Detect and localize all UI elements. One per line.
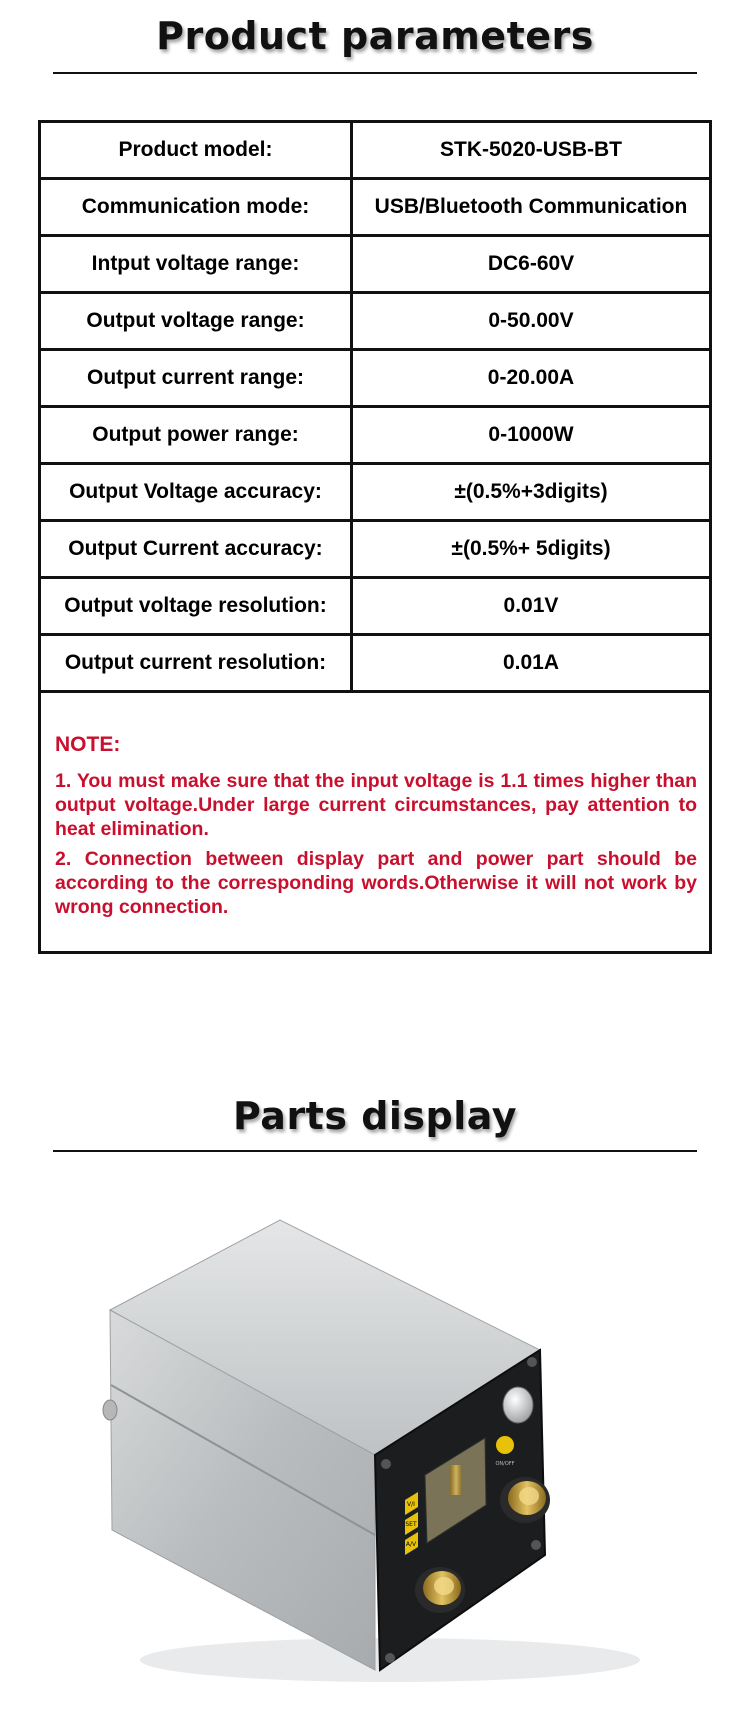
terminal-left bbox=[415, 1567, 465, 1613]
power-button-icon bbox=[496, 1436, 514, 1454]
panel-buttons bbox=[405, 1492, 418, 1555]
param-label: Intput voltage range: bbox=[41, 236, 352, 293]
param-value: ±(0.5%+ 5digits) bbox=[352, 521, 710, 578]
table-row bbox=[41, 236, 709, 293]
svg-text:A/V: A/V bbox=[405, 1541, 417, 1548]
note-block bbox=[55, 733, 697, 925]
table-row bbox=[41, 179, 709, 236]
section-title-parts: Parts display bbox=[232, 1094, 518, 1138]
svg-text:V/I: V/I bbox=[407, 1501, 415, 1508]
param-label: Output voltage resolution: bbox=[41, 578, 352, 635]
param-label: Product model: bbox=[41, 123, 352, 179]
param-value: USB/Bluetooth Communication bbox=[352, 179, 710, 236]
param-value: 0.01V bbox=[352, 578, 710, 635]
table-row bbox=[41, 578, 709, 635]
note-item: 1. You must make sure that the input voltage is 1.1 times higher than output voltage.Under large current circumstances, pay attention to heat elimination. bbox=[55, 770, 697, 840]
table-row bbox=[41, 293, 709, 350]
param-label: Output current resolution: bbox=[41, 635, 352, 692]
param-value: ±(0.5%+3digits) bbox=[352, 464, 710, 521]
parameters-table-box bbox=[38, 120, 712, 954]
svg-text:ON/OFF: ON/OFF bbox=[495, 1461, 515, 1467]
product-photo bbox=[100, 1200, 660, 1700]
param-value: 0-20.00A bbox=[352, 350, 710, 407]
terminal-right bbox=[500, 1477, 550, 1523]
param-value: STK-5020-USB-BT bbox=[352, 123, 710, 179]
title-underline bbox=[53, 1150, 697, 1152]
section-title-parameters: Product parameters bbox=[156, 14, 594, 58]
param-label: Output Current accuracy: bbox=[41, 521, 352, 578]
note-item: 2. Connection between display part and power part should be according to the corresponding words.Otherwise it will not work by wrong connection. bbox=[55, 848, 697, 918]
title-underline bbox=[53, 72, 697, 74]
rotary-knob bbox=[503, 1387, 533, 1423]
param-label: Output voltage range: bbox=[41, 293, 352, 350]
table-row bbox=[41, 464, 709, 521]
param-value: DC6-60V bbox=[352, 236, 710, 293]
table-row bbox=[41, 350, 709, 407]
param-value: 0.01A bbox=[352, 635, 710, 692]
param-label: Output current range: bbox=[41, 350, 352, 407]
table-row bbox=[41, 521, 709, 578]
parameters-table bbox=[41, 123, 709, 693]
param-label: Output Voltage accuracy: bbox=[41, 464, 352, 521]
table-row bbox=[41, 635, 709, 692]
param-value: 0-1000W bbox=[352, 407, 710, 464]
param-label: Output power range: bbox=[41, 407, 352, 464]
table-row bbox=[41, 407, 709, 464]
note-heading: NOTE: bbox=[55, 733, 121, 756]
param-label: Communication mode: bbox=[41, 179, 352, 236]
table-row bbox=[41, 123, 709, 179]
svg-text:SET: SET bbox=[405, 1521, 417, 1528]
param-value: 0-50.00V bbox=[352, 293, 710, 350]
